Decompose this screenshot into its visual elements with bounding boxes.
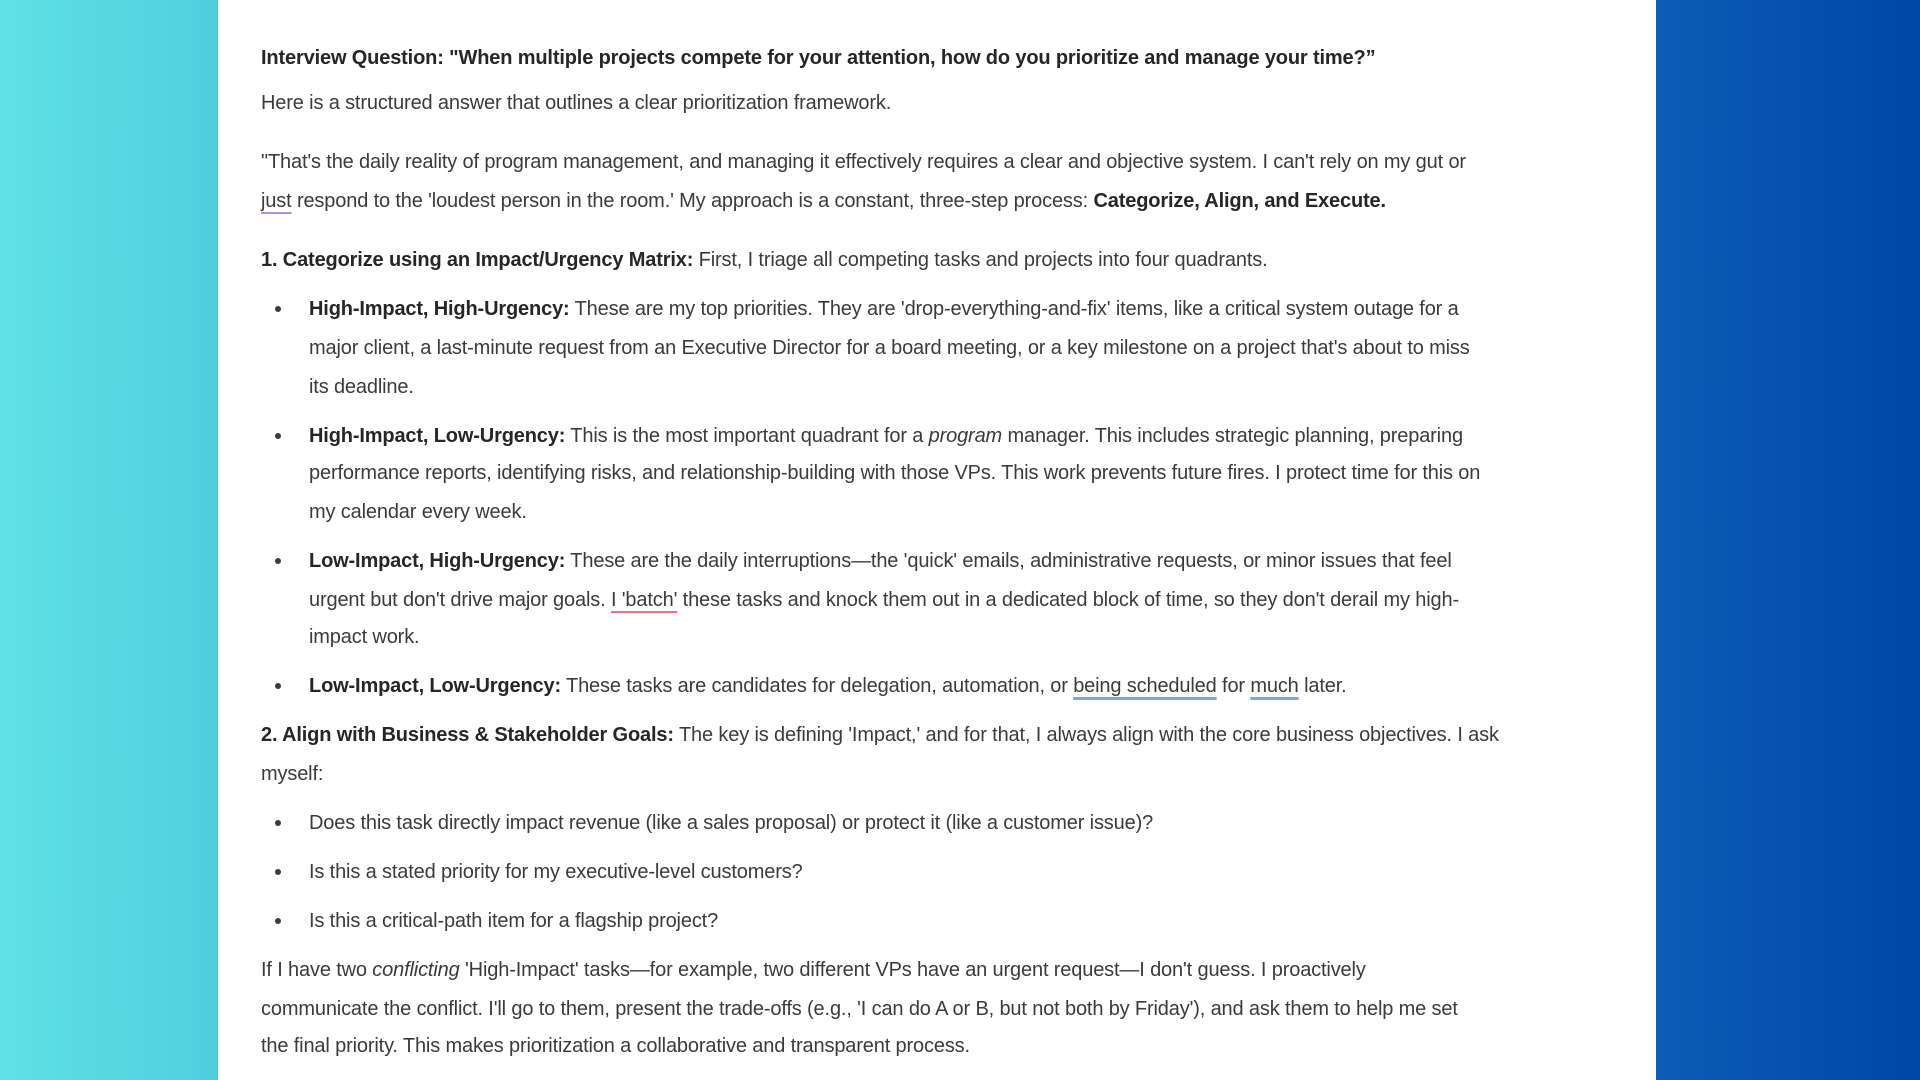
closing-line-1 <box>261 958 1366 982</box>
quadrant-text: performance reports, identifying risks, and relationship-building with those VPs. This work prevents future fires. I protect time for this on <box>309 462 1481 484</box>
quadrant-text: These tasks are candidates for delegation, automation, or <box>560 675 1074 697</box>
quadrant-text: urgent but don't drive major goals. <box>309 589 611 611</box>
bullet-icon <box>275 306 281 312</box>
quadrant-text: This is the most important quadrant for a <box>565 425 929 447</box>
left-gradient-background <box>0 0 218 1080</box>
step2-text: myself: <box>261 763 324 785</box>
quadrant-text: these tasks and knock them out in a dedicated block of time, so they don't derail my high- <box>677 589 1459 611</box>
step1-heading: 1. Categorize using an Impact/Urgency Matrix: <box>261 249 694 271</box>
intro-text: Here is a structured answer that outlines a clear prioritization framework. <box>261 92 892 114</box>
emphasis-program: program <box>928 425 1003 447</box>
closing-line-3: the final priority. This makes prioritization a collaborative and transparent process. <box>261 1035 970 1057</box>
quadrant-label: Low-Impact, Low-Urgency: <box>309 675 561 697</box>
quadrant-text: manager. This includes strategic planning, preparing <box>1002 425 1463 447</box>
bullet-icon <box>275 869 281 875</box>
opening-bold-process: Categorize, Align, and Execute. <box>1093 190 1386 212</box>
style-suggestion-underline[interactable]: being scheduled <box>1073 675 1217 697</box>
quadrant-text: later. <box>1298 675 1347 697</box>
closing-line-2: communicate the conflict. I'll go to them, present the trade-offs (e.g., 'I can do A or B, but not both by Friday'), and ask them to help me set <box>261 998 1458 1020</box>
quadrant-label: High-Impact, High-Urgency: <box>309 298 570 320</box>
grammar-underlined-phrase[interactable]: I 'batch' <box>610 589 678 611</box>
quadrant-text: for <box>1216 675 1251 697</box>
question-text: Is this a stated priority for my executive-level customers? <box>309 861 803 883</box>
step1-paragraph <box>261 248 1267 272</box>
step1-text: First, I triage all competing tasks and projects into four quadrants. <box>693 249 1268 271</box>
bullet-icon <box>275 558 281 564</box>
quadrant-text: These are the daily interruptions—the 'quick' emails, administrative requests, or minor issues that feel <box>565 550 1452 572</box>
question-text: Is this a critical-path item for a flagship project? <box>309 910 719 932</box>
step2-text: The key is defining 'Impact,' and for that, I always align with the core business objectives. I ask <box>673 724 1499 746</box>
bullet-icon <box>275 683 281 689</box>
question-text: Does this task directly impact revenue (like a sales proposal) or protect it (like a customer issue)? <box>309 812 1154 834</box>
quadrant-text: impact work. <box>309 626 420 648</box>
spellcheck-underlined-word[interactable]: just <box>261 190 292 212</box>
opening-line-1: "That's the daily reality of program management, and managing it effectively requires a clear and objective system. I can't rely on my gut or <box>261 151 1466 173</box>
quadrant-label: Low-Impact, High-Urgency: <box>309 550 566 572</box>
step2-heading: 2. Align with Business & Stakeholder Goals: <box>261 724 674 746</box>
quadrant-label: High-Impact, Low-Urgency: <box>309 425 566 447</box>
opening-line-2 <box>261 189 1386 213</box>
interview-question-title: Interview Question: "When multiple projects compete for your attention, how do you prioritize and manage your time?” <box>261 47 1376 69</box>
emphasis-conflicting: conflicting <box>372 959 460 981</box>
bullet-icon <box>275 433 281 439</box>
style-suggestion-underline[interactable]: much <box>1250 675 1299 697</box>
quadrant-text: major client, a last-minute request from an Executive Director for a board meeting, or a key milestone on a project that's about to miss <box>309 337 1470 359</box>
step2-paragraph <box>261 723 1499 747</box>
quadrant-text: my calendar every week. <box>309 501 527 523</box>
right-gradient-background <box>1656 0 1920 1080</box>
opening-text: respond to the 'loudest person in the room.' My approach is a constant, three-step process: <box>291 190 1094 212</box>
quadrant-text: These are my top priorities. They are 'drop-everything-and-fix' items, like a critical system outage for a <box>569 298 1459 320</box>
quadrant-text: its deadline. <box>309 376 414 398</box>
bullet-icon <box>275 820 281 826</box>
bullet-icon <box>275 918 281 924</box>
document-panel <box>218 0 1656 1080</box>
closing-text: If I have two <box>261 959 373 981</box>
closing-text: 'High-Impact' tasks—for example, two different VPs have an urgent request—I don't guess. I proactively <box>459 959 1366 981</box>
